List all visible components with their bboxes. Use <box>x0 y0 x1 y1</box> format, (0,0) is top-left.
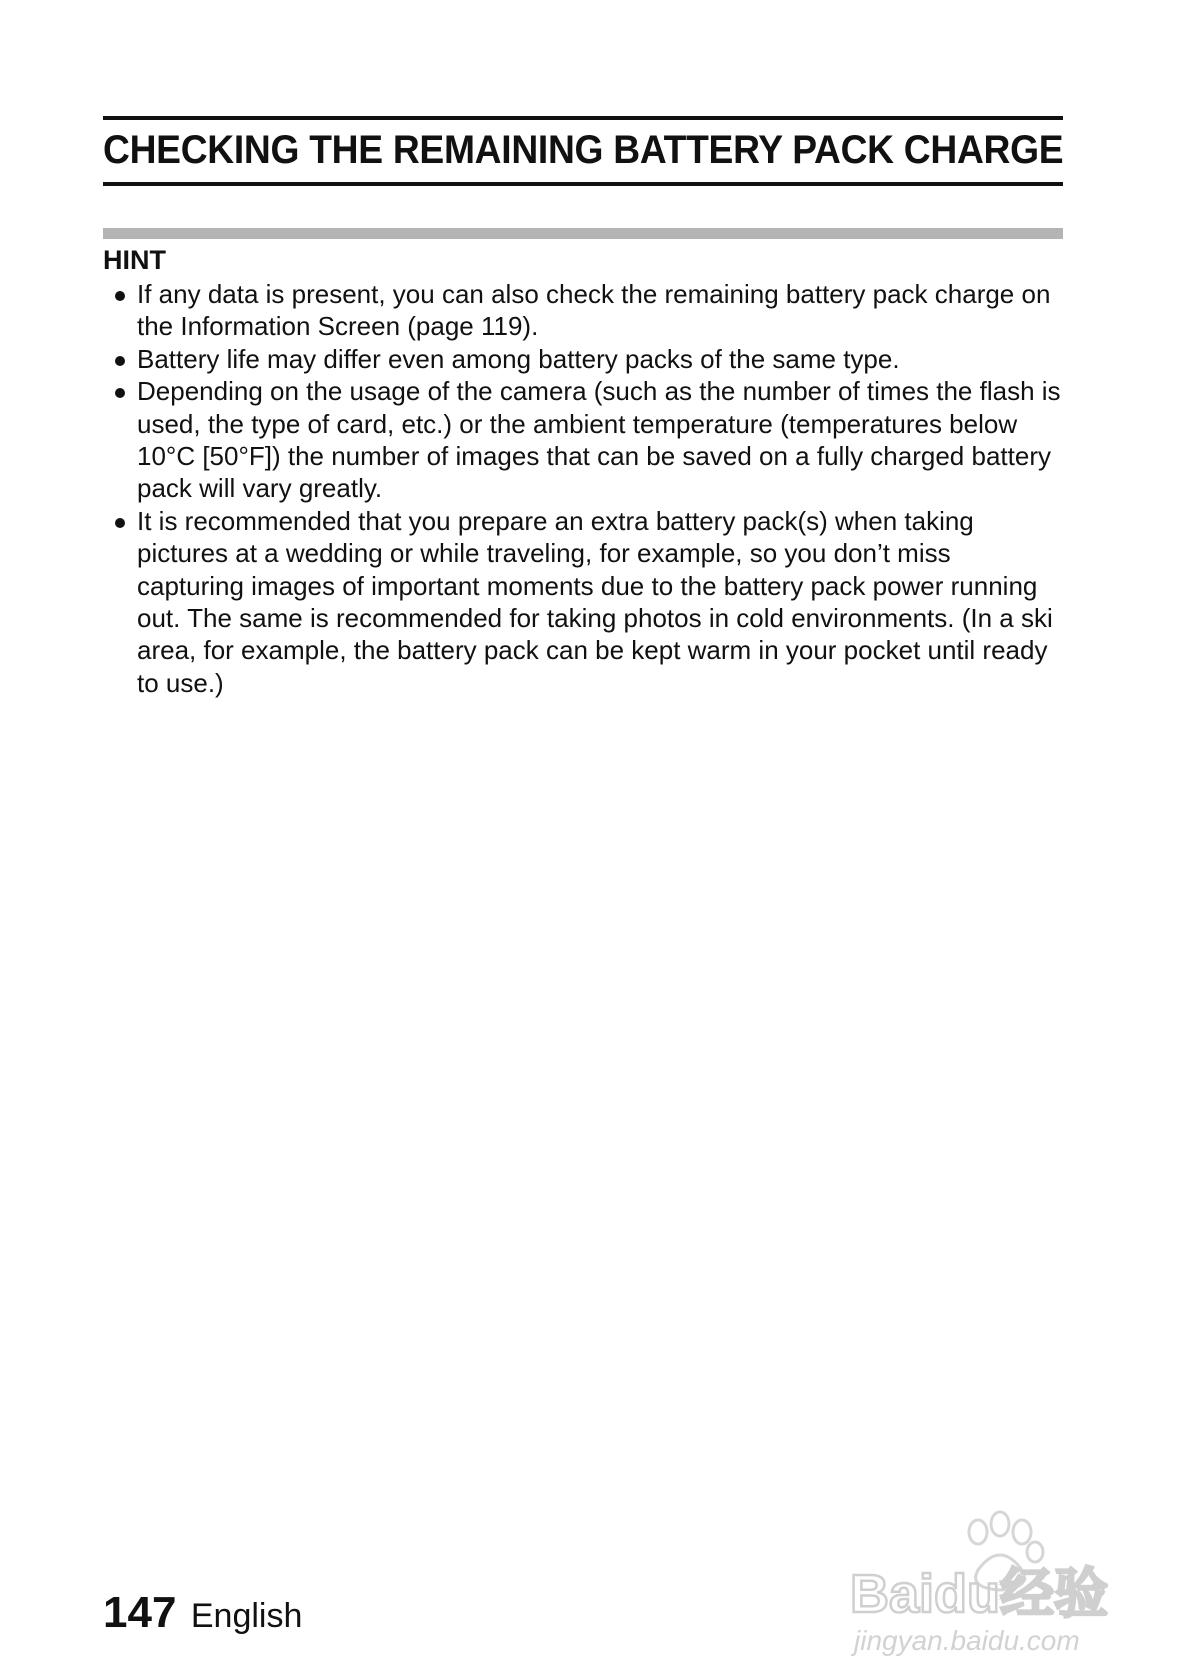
page-footer <box>103 1585 302 1644</box>
bullet-icon <box>115 388 125 398</box>
bullet-icon <box>115 291 125 301</box>
hint-divider-bar <box>103 228 1063 239</box>
hint-item-text: Battery life may differ even among battery packs of the same type. <box>137 343 900 374</box>
hint-item-text: If any data is present, you can also check the remaining battery pack charge on the Information Screen (page 119). <box>137 279 1051 342</box>
watermark-url: jingyan.baidu.com <box>854 1625 1080 1656</box>
hint-item <box>103 375 1063 505</box>
hint-item <box>103 278 1063 343</box>
baidu-jingyan-watermark <box>850 1510 1140 1660</box>
watermark-logo: Baidu经验 <box>850 1564 1109 1624</box>
hint-item-text: Depending on the usage of the camera (such as the number of times the flash is used, the type of card, etc.) or the ambient temperature (temperatures below 10°C [50°F]) the number of images that can be saved on a fully charged battery pack will vary greatly. <box>137 376 1061 504</box>
hint-list <box>103 278 1063 699</box>
bullet-icon <box>115 356 125 366</box>
page-number: 147 <box>103 1588 177 1637</box>
hint-item <box>103 505 1063 699</box>
title-top-rule <box>103 116 1063 120</box>
hint-heading: HINT <box>103 245 166 275</box>
page-language: English <box>190 1597 303 1635</box>
hint-item-text: It is recommended that you prepare an extra battery pack(s) when taking pictures at a wedding or while traveling, for example, so you don’t miss capturing images of important moments due to the battery pack power running out. The same is recommended for taking photos in cold environments. (In a ski area, for example, the battery pack can be kept warm in your pocket until ready to use.) <box>137 505 1053 698</box>
bullet-icon <box>115 518 125 528</box>
title-bottom-rule <box>103 182 1063 186</box>
hint-item <box>103 343 1063 375</box>
page-title: CHECKING THE REMAINING BATTERY PACK CHARGE <box>103 128 1064 172</box>
